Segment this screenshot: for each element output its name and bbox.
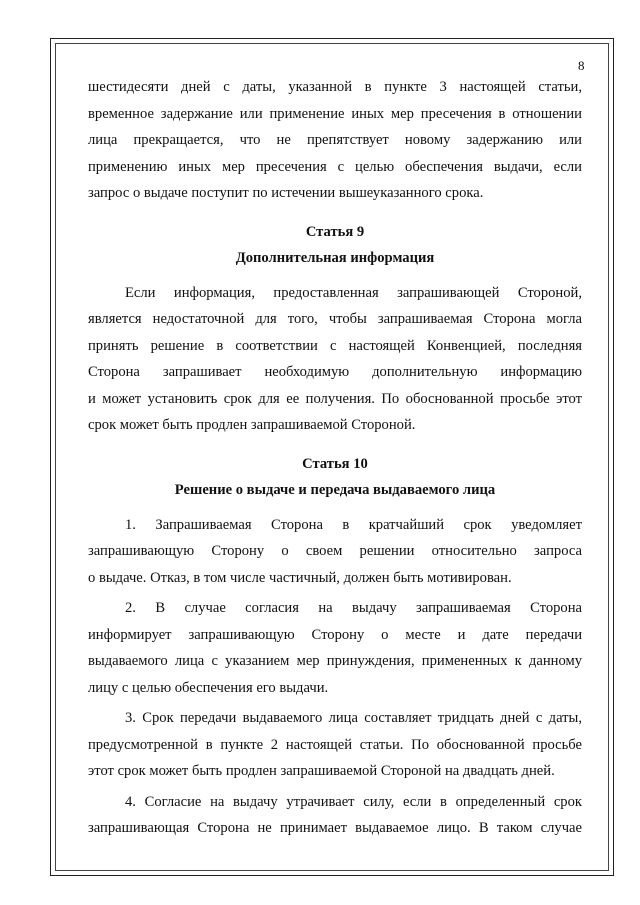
text-line: 1. Запрашиваемая Сторона в кратчайший срок уведомляет [125,516,582,533]
text-line: лица прекращается, что не препятствует новому задержанию или [88,132,582,148]
text-line: и может установить срок для ее получения. По обоснованной просьбе этот [88,390,582,407]
text-line: о выдаче. Отказ, в том числе частичный, должен быть мотивирован. [88,569,512,586]
text-line: принять решение в соответствии с настоящей Конвенцией, последняя [88,337,582,354]
text-line: Если информация, предоставленная запрашивающей Стороной, [125,284,582,301]
article-9-paragraph [88,280,582,439]
text-line: 3. Срок передачи выдаваемого лица составляет тридцать дней с даты, [125,710,582,726]
article-10-clause-4 [88,789,582,842]
text-line: срок может быть продлен запрашиваемой Стороной. [88,417,416,433]
article-9-number: Статья 9 [305,223,365,240]
document-body [88,74,582,842]
text-line: применению иных мер пресечения с целью обеспечения выдачи, если [88,158,582,175]
article-10-number: Статья 10 [302,455,368,472]
page-number: 8 [578,58,585,73]
text-line: является недостаточной для того, чтобы запрашиваемая Сторона могла [88,311,582,327]
text-line: запрашивающая Сторона не принимает выдаваемое лицо. В таком случае [88,820,582,836]
text-line: лицу с целью обеспечения его выдачи. [88,679,329,696]
article-10-clause-2 [88,595,582,701]
article-10-title: Решение о выдаче и передача выдаваемого лица [174,482,496,498]
text-line: 2. В случае согласия на выдачу запрашиваемая Сторона [125,600,582,616]
text-line: информирует запрашивающую Сторону о месте и дате передачи [88,626,582,643]
text-line: шестидесяти дней с даты, указанной в пункте 3 настоящей статьи, [88,79,582,95]
article-9-title: Дополнительная информация [235,250,435,266]
text-line: выдаваемого лица с указанием мер принуждения, примененных к данному [88,653,582,669]
text-line: этот срок может быть продлен запрашиваемой Стороной на двадцать дней. [88,763,555,779]
article-10-clause-1 [88,512,582,592]
article-10-clause-3 [88,705,582,785]
text-line: Сторона запрашивает необходимую дополнительную информацию [88,364,582,380]
intro-paragraph [88,74,582,207]
text-line: запрос о выдаче поступит по истечении вышеуказанного срока. [88,185,484,201]
text-line: 4. Согласие на выдачу утрачивает силу, если в определенный срок [125,793,582,810]
text-line: запрашивающую Сторону о своем решении относительно запроса [88,543,582,559]
text-line: предусмотренной в пункте 2 настоящей статьи. По обоснованной просьбе [88,736,582,753]
text-line: временное задержание или применение иных мер пресечения в отношении [88,105,582,122]
